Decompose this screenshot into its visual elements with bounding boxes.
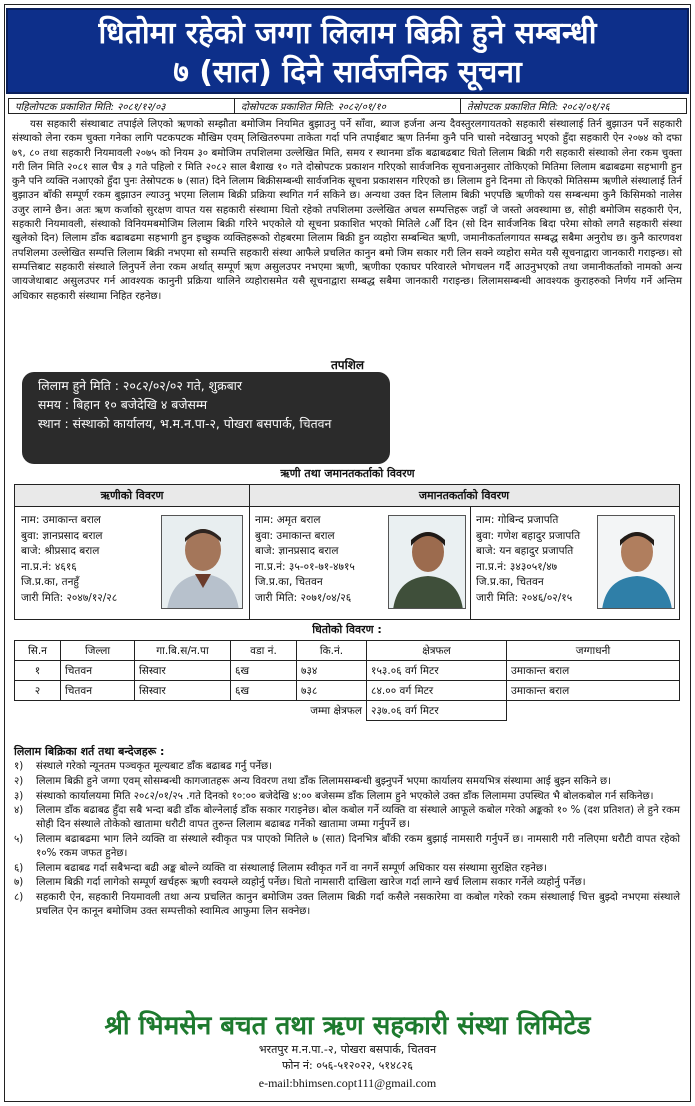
auction-place: स्थान : संस्थाको कार्यालय, भ.म.न.पा-२, पोखरा बसपार्क, चितवन bbox=[38, 416, 332, 431]
table-cell: ७३४ bbox=[297, 661, 367, 681]
item-number: २) bbox=[14, 775, 24, 787]
item-text: लिलाम बढाबढमा भाग लिने व्यक्ति वा संस्थाले स्वीकृत पत्र पाएको मितिले ७ (सात) दिनभित्र बाँकी रकम बुझाई नामसारी गर्नुपर्ने छ। नामसारी गरी नलिएमा धरौटी वापत रहेको १०% रकम जफत हुनेछ। bbox=[36, 833, 680, 859]
column-header: जग्गाधनी bbox=[507, 641, 680, 661]
item-number: ५) bbox=[14, 833, 24, 845]
item-text: लिलाम बढाबढ गर्दा सबैभन्दा बढी अङ्क बोल्ने व्यक्ति वा संस्थालाई लिलाम स्वीकृत गर्ने वा नगर्ने सम्पूर्ण अधिकार यस संस्थामा सुरक्षित रहनेछ। bbox=[36, 862, 547, 874]
list-item bbox=[14, 775, 680, 789]
borrower-photo bbox=[161, 515, 243, 609]
item-text: संस्थाको कार्यालयमा मिति २०८२/०१/२५ .गते दिनको १०:०० बजेदेखि ४:०० बजेसम्म डाँक लिलाम हुने भएकोले उक्त डाँक लिलाममा उपस्थित भै बोलकबोल गर्न सकिनेछ। bbox=[36, 790, 654, 802]
guarantor-2-issued: जारी मिति: २०४६/०२/१५ bbox=[476, 591, 573, 604]
table-cell: चितवन bbox=[61, 681, 135, 701]
organization-name: श्री भिमसेन बचत तथा ऋण सहकारी संस्था लिमिटेड bbox=[104, 1011, 591, 1041]
table-cell: १५३.०६ वर्ग मिटर bbox=[367, 661, 507, 681]
item-text: संस्थाले गरेको न्यूनतम पञ्चकृत मूल्यबाट डाँक बढाबढ गर्नु पर्नेछ। bbox=[36, 761, 273, 772]
item-number: ३) bbox=[14, 790, 24, 802]
parties-heading: ऋणी तथा जमानतकर्ताको विवरण bbox=[280, 467, 415, 480]
borrower-issued: जारी मिति: २०४७/१२/२८ bbox=[21, 591, 118, 604]
borrower-header: ऋणीको विवरण bbox=[15, 485, 249, 507]
table-cell: ८४.०० वर्ग मिटर bbox=[367, 681, 507, 701]
borrower-district: जि.प्र.का, तनहुँ bbox=[21, 576, 80, 588]
guarantor-1-photo bbox=[388, 515, 466, 609]
item-number: ४) bbox=[14, 805, 24, 817]
column-header: कि.नं. bbox=[297, 641, 367, 661]
borrower-grandfather: बाजे: श्रीप्रसाद बराल bbox=[21, 545, 100, 557]
second-publication-date: दोस्रोपटक प्रकाशित मिति: २०८२/०१/१० bbox=[241, 102, 386, 113]
item-text: लिलाम बिक्री हुने जग्गा एवम् सोसम्बन्धी कागजातहरू अन्य विवरण तथा डाँक लिलामसम्बन्धी बुझ्नुपर्ने भएमा कार्यालय समयभित्र संस्थामा आई बुझ्न सकिने छ। bbox=[36, 775, 612, 787]
guarantor-2-citizenship: ना.प्र.नं: ३४३०५१/४७ bbox=[476, 560, 558, 573]
list-item bbox=[14, 833, 680, 861]
guarantor-2-grandfather: बाजे: यन बहादुर प्रजापति bbox=[476, 545, 574, 557]
collateral-table bbox=[14, 640, 680, 721]
list-item bbox=[14, 804, 680, 832]
column-header: क्षेत्रफल bbox=[367, 641, 507, 661]
publication-dates-row bbox=[8, 98, 687, 114]
guarantor-1-father: बुवा: उमाकान्त बराल bbox=[255, 529, 335, 542]
borrower-father: बुवा: ज्ञानप्रसाद बराल bbox=[21, 529, 103, 542]
auction-schedule-box bbox=[22, 372, 390, 464]
total-area-label: जम्मा क्षेत्रफल bbox=[15, 701, 367, 721]
guarantor-2-district: जि.प्र.का, चितवन bbox=[476, 576, 544, 588]
column-header: वडा नं. bbox=[231, 641, 297, 661]
table-cell: उमाकान्त बराल bbox=[507, 661, 680, 681]
title-line-2: ७ (सात) दिने सार्वजनिक सूचना bbox=[173, 55, 522, 90]
table-cell: ७३८ bbox=[297, 681, 367, 701]
schedule-heading: तपशिल bbox=[330, 358, 365, 372]
borrower-name: नाम: उमाकान्त बराल bbox=[21, 514, 101, 526]
first-publication-date: पहिलोपटक प्रकाशित मिति: २०८१/१२/०३ bbox=[15, 102, 166, 113]
table-row bbox=[15, 681, 680, 701]
table-header-row bbox=[15, 641, 680, 661]
guarantor-2-name: नाम: गोबिन्द प्रजापति bbox=[476, 514, 559, 526]
list-item bbox=[14, 760, 680, 774]
parties-table bbox=[14, 484, 680, 620]
total-area-value: २३७.०६ वर्ग मिटर bbox=[367, 701, 507, 721]
guarantor-1-citizenship: ना.प्र.नं: ३५-०१-७१-४७१५ bbox=[255, 560, 355, 573]
item-text: सहकारी ऐन, सहकारी नियमावली तथा अन्य प्रचलित कानुन बमोजिम उक्त लिलाम बिक्री गर्दा कसैले नसकारेमा वा कबोल गरेको रकम संस्थालाई चित्त बुझ्दो नभएमा संस्थाले प्रचलित ऐन कानून बमोजिम उक्त सम्पत्तीको स्वामित्व आफुमा लिन सक्नेछ। bbox=[36, 892, 680, 917]
table-cell: सिस्वार bbox=[135, 661, 231, 681]
guarantor-2-photo bbox=[597, 515, 675, 609]
list-item bbox=[14, 891, 680, 919]
title-banner bbox=[6, 8, 689, 94]
conditions-heading: लिलाम बिक्रिका शर्त तथा बन्देजहरू : bbox=[14, 745, 165, 758]
auction-date: लिलाम हुने मिति : २०८२/०२/०२ गते, शुक्रबार bbox=[38, 378, 242, 393]
column-header: सि.न bbox=[15, 641, 61, 661]
table-total-row bbox=[15, 701, 680, 721]
auction-time: समय : बिहान १० बजेदेखि ४ बजेसम्म bbox=[38, 397, 208, 412]
table-row bbox=[15, 661, 680, 681]
item-number: ८) bbox=[14, 892, 24, 904]
item-number: ६) bbox=[14, 862, 24, 874]
title-line-1: धितोमा रहेको जग्गा लिलाम बिक्री हुने सम्बन्धी bbox=[98, 16, 597, 51]
guarantor-2-father: बुवा: गणेश बहादुर प्रजापति bbox=[476, 529, 581, 542]
item-text: लिलाम बिक्री गर्दा लागेको सम्पूर्ण खर्चहरू ऋणी स्वयम्ले व्यहोर्नु पर्नेछ। धितो नामसारी दाखिला खारेज गर्दा लाग्ने खर्च लिलाम सकार गर्नेले व्यहोर्नु पर्नेछ। bbox=[36, 877, 586, 889]
table-cell: उमाकान्त बराल bbox=[507, 681, 680, 701]
guarantor-1-issued: जारी मिति: २०७१/०४/२६ bbox=[255, 591, 352, 604]
organization-email: e-mail:bhimsen.copt111@gmail.com bbox=[258, 1076, 437, 1090]
item-text: लिलाम डाँक बढाबढ हुँदा सबै भन्दा बढी डाँक बोल्नेलाई डाँक सकार गराइनेछ। बोल कबोल गर्ने व्यक्ति वा संस्थाले आफूले कबोल गरेको अङ्कको १० % (दश प्रतिशत) ले हुने रकम सोही दिन संस्थाले तोकेको खातामा धरौटी वापत तुरुन्त लिलाम बढाबढ गर्नेको खातामा जम्मा गर्नुपर्ने छ। bbox=[36, 805, 680, 831]
guarantor-1-district: जि.प्र.का, चितवन bbox=[255, 576, 323, 588]
column-header: जिल्ला bbox=[61, 641, 135, 661]
borrower-citizenship: ना.प्र.नं: ४६१६ bbox=[21, 560, 77, 573]
table-cell: १ bbox=[15, 661, 61, 681]
table-cell: ६ख bbox=[231, 681, 297, 701]
item-number: ७) bbox=[14, 877, 24, 889]
guarantor-header: जमानतकर्ताको विवरण bbox=[249, 485, 679, 507]
item-number: १) bbox=[14, 761, 24, 772]
column-header: गा.बि.स/न.पा bbox=[135, 641, 231, 661]
list-item bbox=[14, 790, 680, 804]
table-cell: चितवन bbox=[61, 661, 135, 681]
third-publication-date: तेस्रोपटक प्रकाशित मिति: २०८२/०१/२६ bbox=[467, 102, 610, 113]
table-cell: २ bbox=[15, 681, 61, 701]
conditions-list bbox=[14, 760, 680, 920]
organization-phone: फोन नं: ०५६-५१२०२२, ५१४८२६ bbox=[281, 1059, 413, 1072]
notice-body-paragraph: यस सहकारी संस्थाबाट तपाईले लिएको ऋणको सम्झौता बमोजिम नियमित बुझाउनु पर्ने साँवा, ब्याज हर्जना अन्य दैवस्तुरलगायतको सहकारी संस्थालाई तिर्न बुझाउन पर्ने सहकारी संस्थाको लेना रकम चुक्ता गनेका लागि पटकपटक मौखिम एवम् लिखितरुपमा ताकेता गर्दा पनि तपाईबाट ऋण तिर्नमा कुनै पनि चासो नदेखाउनु भएको हुँदा सहकारी ऐन २०७४ को दफा ७९, ८० तथा सहकारी नियमावली २०७५ को नियम ३० बमोजिम तपशिलमा उल्लेखित मिति, समय र स्थानमा डाँक बढाबढबाट धितो लिलाम बिक्री गरी सहकारी संस्थाको लेना रकम चुक्ता गरी लिन मिति २०८१ साल चैत्र ३ गते पहिलो र मिति २०८२ साल बैशाख १० गते दोस्रोपटक प्रकाशन गरिएको सार्वजनिक सूचनाअनुसार तोकिएको मितिमा लिलाम बढाबढमा सहभागी हुन कुनै पनि व्यक्ति नआएको हुँदा पुनः तेस्रोपटक ७ (सात) दिने लिलाम बिक्रीसम्बन्धी सार्वजनिक सूचना प्रकाशसन गरिएको छ। लिलाम हुने दिनमा तो किएको मितिसम्म ऋणीले संस्थालाई तिर्न बुझाउन बाँकी सम्पूर्ण रकम बुझाउन ल्याउनु भएमा लिलाम बिक्री प्रक्रिया स्थगित गर्न सकिने छ। अन्यथा उक्त दिन लिलाम बिक्री भएपछि ऋणीको यस सम्बन्धमा कुनै किसिमको नालेस उजुर लाग्ने छैन। अतः ऋण कर्जाको सुरक्षण वापत यस सहकारी संस्थामा धितो रहेको तपशिलमा उल्लेखित अचल सम्पत्तिहरू जहाँ जे जस्तो अवस्थामा छ, सोही बमोजिम सहकारी ऐन, सहकारी नियमावली, संस्थाको विनियमबमोजिम लिलाम बिक्री गरिने भएकोले यो सूचना प्रकाशित भएको मितिले ८औँ दिन (सो दिन सार्वजनिक बिदा परेमा सोको लगतै सहकारी संस्था खुलेको दिन) लिलाम डाँक बढाबढमा सहभागी हुन इच्छुक व्यक्तिहरूको रोहबरमा लिलाम बिक्री हुन व्यहोरा सम्बन्धित ऋणी, जमानीकर्तालगायत सम्बद्ध सबैमा अनुरोध छ। कुनै कारणवश तपशिलमा उल्लेखित सम्पत्ति लिलाम बिक्री नभएमा सो सम्पत्ति सहकारी संस्था आफैले प्रचलित कानुन बमो जिम सकार गरी लिन सक्ने व्यहोरा समेत यसै सूचनाद्वारा जानकारी गराइन्छ। सो सम्पत्तिबाट सहकारी संस्थाले लिनुपर्ने लेना रकम अर्थात् सम्पूर्ण ऋण असुलउपर नभएमा ऋणी, ऋणीका एकाघर परिवारले भोगचलन गर्दै आउनुभएको तथा जमानीकर्ताको नामको अन्य जायजेथाबाट असुलउपर गर्न आवश्यक कानुनी प्रक्रिया थालिने व्यहोरासमेत यसै सूचनाद्वारा सम्बद्ध सबैमा जानकारी गराइन्छ। लिलामसम्बन्धी आवश्यक कुराहरुको निर्णय गर्ने अन्तिम अधिकार सहकारी संस्थामा निहित रहनेछ। bbox=[12, 119, 683, 302]
empty-cell bbox=[507, 701, 680, 721]
list-item bbox=[14, 876, 680, 890]
collateral-heading: धितोको विवरण : bbox=[312, 623, 382, 636]
organization-address: भरतपुर म.न.पा.-२, पोखरा बसपार्क, चितवन bbox=[258, 1043, 437, 1056]
table-cell: ६ख bbox=[231, 661, 297, 681]
guarantor-1-grandfather: बाजे: ज्ञानप्रसाद बराल bbox=[255, 545, 339, 557]
list-item bbox=[14, 862, 680, 876]
table-cell: सिस्वार bbox=[135, 681, 231, 701]
guarantor-1-name: नाम: अमृत बराल bbox=[255, 514, 321, 526]
